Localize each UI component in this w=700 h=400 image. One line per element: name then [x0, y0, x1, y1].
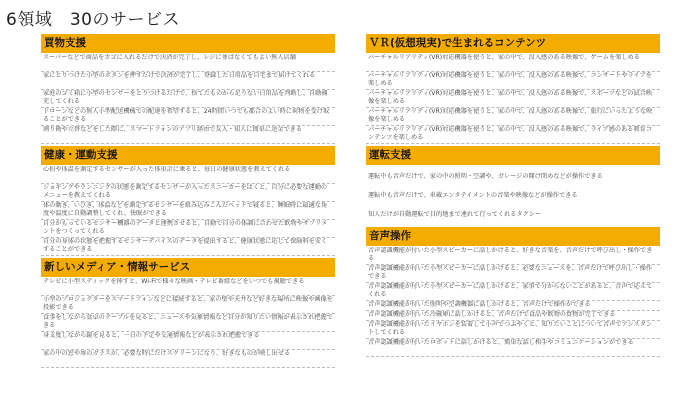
list-item: 家庭のゴミ箱に小型のセンサーをとりつけるだけで、捨てたものから足りない日用品を判断し、自動補充してくれる	[41, 90, 335, 108]
list-item: 運転中も音声だけで、家の中の照明・空調や、ガレージの開け閉めなどが操作できる	[368, 173, 603, 180]
section-title-shopping: 買物支援	[41, 34, 335, 53]
list-item: バーチャルリアリティ(VR)対応機器を使うと、家の中で、没入感のある映像で、旅行にいったような映像を楽しめる	[366, 108, 660, 126]
list-item: ドローンなどの無人小型配送機械での配達を希望すると、24時間いつでも都合のよい時に荷物を受け取ることができる	[41, 108, 335, 126]
list-item: 知人だけが自動運転で目的地まで連れて行ってくれるタクシー	[368, 211, 542, 218]
list-item: 音声認識機能が付いた冷蔵庫に話しかけると、音声だけで食品や飲物の買物が完了できる	[366, 311, 660, 321]
list-item: テレビに小型スティックを挿すと、Wi-Fiで様々な映画・テレビ番組などをいつでも視聴できる	[41, 278, 335, 296]
section-title-vr: ＶＲ(仮想現実)で生まれるコンテンツ	[366, 34, 660, 53]
right-column	[366, 34, 660, 357]
list-item: 家にとりつけた小型のボタンを押すだけで決済が完了し、登録した日用品を自宅まで届けてくれる	[41, 72, 335, 90]
list-item: 音声認識機能が付いた小型スピーカーに話しかけると、家事で分からないことがあると、音声で応えてくれる	[366, 283, 660, 301]
list-item: 体の動き、いびき、体温などを測定するセンサーを組み込みこんだベッドで寝ると、睡眠時に最適な角度や温度に自動調整してくれ、快眠ができる	[41, 202, 335, 220]
list-item: 音声認識機能が付いた小型スピーカーに話しかけると、好きな音楽を、音声だけで呼び出し・操作できる	[366, 247, 660, 265]
list-item: 小型のプロジェクターをスマートフォンなどに接続すると、家の壁や天井など好きな場所に映像や画像を投影できる	[41, 296, 335, 314]
list-item: 音声認識機能が付いた照明や空調機器に話しかけると、音声だけで操作ができる	[366, 301, 660, 311]
list-item: バーチャルリアリティ(VR)対応機器を使うと、家の中で、没入感のある映像で、ライブ感のある教育コンテンツを楽しめる	[366, 126, 660, 144]
list-item: ジョギングやランニングの状態を測定するセンサーが入ったスニーカーをはくと、自分に必要な運動のメニューを教えてくれる	[41, 184, 335, 202]
section-title-health: 健康・運動支援	[41, 146, 335, 165]
list-item: バーチャルリアリティ(VR)対応機器を使うと、家の中で、没入感のある映像で、コンサートやライブを楽しめる	[366, 72, 660, 90]
list-item: 心拍や体温を測定するセンサーが入った体重計に乗ると、毎日の健康状態を教えてくれる	[41, 166, 335, 184]
list-item: 食事をしながら食卓のテーブルを見ると、ニュースや気象情報など自分が知りたい情報が表示され把握できる	[41, 314, 335, 332]
list-item: バーチャルリアリティ(VR)対応機器を使うと、家の中で、没入感のある映像で、ゲームを楽しめる	[366, 54, 660, 72]
section-title-voice: 音声操作	[366, 227, 660, 246]
list-item: 音声認識機能が付いたイヤホンを装着して小声でつぶやくと、知りたいことについて音声でアシスタントしてくれる	[366, 321, 660, 339]
list-item: 音声認識機能が付いた小型スピーカーに話しかけると、必要なニュースを、音声だけで呼び出し・操作できる	[366, 265, 660, 283]
list-item: スーパーなどで商品をカゴに入れるだけで決済が完了し、レジに並ばなくてもよい無人店舗	[41, 54, 335, 72]
list-item: 身支度しながら鏡を見ると、一日の予定や交通情報などが表示され把握できる	[41, 332, 335, 350]
section-title-media: 新しいメディア・情報サービス	[41, 258, 335, 277]
section-title-driving: 運転支援	[366, 146, 660, 165]
list-item: バーチャルリアリティ(VR)対応機器を使うと、家の中で、没入感のある映像で、スポーツなどの試合映像を楽しめる	[366, 90, 660, 108]
list-item: 家の中の窓や扉のガラスが、必要な時にだけスクリーンになり、好きなものが映し出せる	[41, 350, 335, 368]
left-column	[41, 34, 335, 368]
list-item: 自分の身体の状態を把握するセンサーデバイスのデータを提出すると、健康状態に応じて保険料を安くすることができる	[41, 238, 335, 256]
page-title: 6領域 30のサービス	[6, 10, 180, 30]
list-item: 自分がもっているセンサー機器のデータと連携させると、自動で自分の体調に合わせた飲物やサプリメントをつくってくれる	[41, 220, 335, 238]
list-item: 音声認識機能が付いたロボットに話しかけると、簡単な話し相手やコミュニケーションができる	[366, 339, 660, 357]
list-item: 運転中も音声だけで、車載エンタテイメントの音楽や映像などが操作できる	[368, 192, 578, 199]
list-item: 割り勘や立替などをした際に、スマートフォンのアプリ経由で友人・知人に簡単に送金できる	[41, 126, 335, 144]
